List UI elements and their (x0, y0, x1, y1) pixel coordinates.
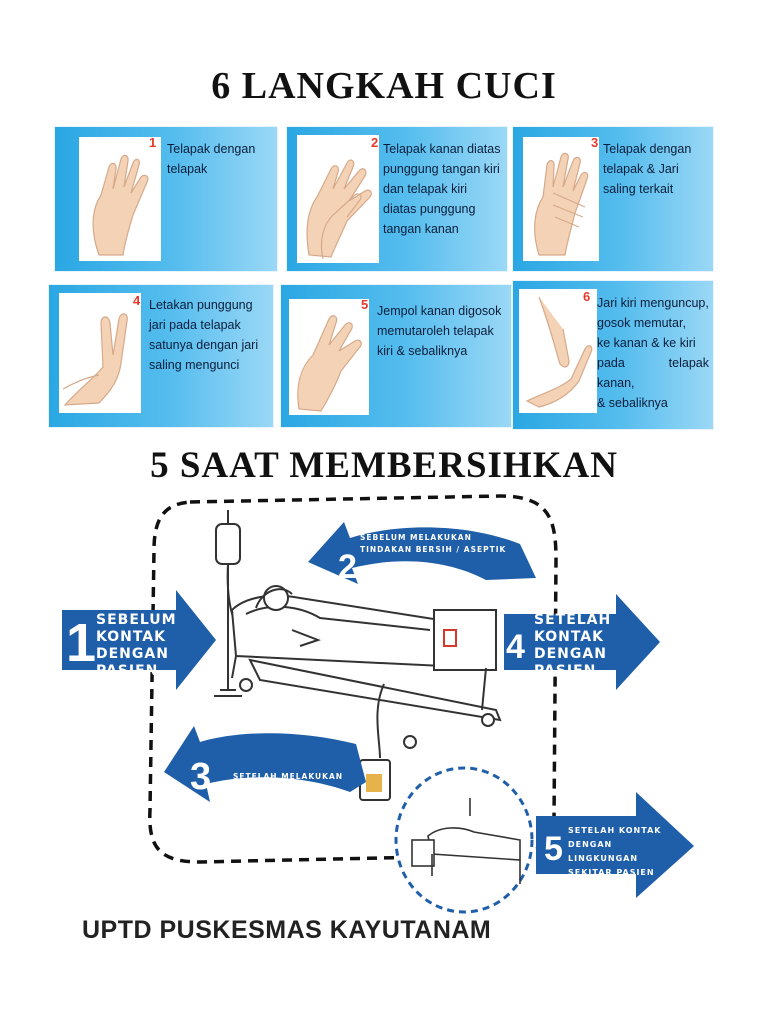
handwash-title: 6 LANGKAH CUCI (211, 65, 557, 107)
step-description: Telapak kanan diatas punggung tangan kiri dan telapak kiri diatas punggung tangan kanan (383, 142, 501, 236)
step-description: Telapak dengan telapak & Jari saling terkait (603, 142, 692, 196)
step-number: 5 (361, 297, 369, 312)
step-description: Telapak dengan telapak (167, 142, 256, 176)
hands-illustration (523, 137, 599, 261)
handwash-step-card (48, 284, 274, 428)
step-description: Letakan punggung jari pada telapak satunya dengan jari saling mengunci (149, 298, 259, 372)
handwash-step-card (54, 126, 278, 272)
step-number: 2 (371, 135, 379, 150)
moment-label: SEBELUM MELAKUKAN TINDAKAN BERSIH / ASEPTIK (360, 533, 507, 554)
handwash-step-card (280, 284, 512, 428)
moment-number: 5 (544, 830, 563, 868)
hands-illustration (297, 135, 379, 263)
moment-label: SETELAH MELAKUKAN TINDAKAN ATAU TERPAPAR CAIRAN TUBUH (222, 772, 354, 820)
hands-illustration (79, 137, 161, 261)
handwash-step-card (286, 126, 508, 272)
footer-organization: UPTD PUSKESMAS KAYUTANAM (82, 916, 492, 944)
moment-label: SETELAH KONTAK DENGAN LINGKUNGAN SEKITAR PASIEN (568, 826, 662, 877)
moment-number: 4 (506, 628, 525, 666)
hands-illustration (289, 299, 369, 415)
step-number: 1 (149, 135, 157, 150)
handwash-step-card (512, 126, 714, 272)
moments-title: 5 SAAT MEMBERSIHKAN (150, 445, 618, 486)
moment-label: SEBELUM KONTAK DENGAN PASIEN (96, 612, 177, 679)
moment-label: SETELAH KONTAK DENGAN PASIEN (534, 612, 612, 679)
handwash-step-card (512, 280, 714, 430)
hospital-bed (232, 586, 500, 748)
hands-illustration (59, 293, 141, 413)
hands-illustration (519, 289, 597, 413)
moment-number: 2 (338, 548, 357, 586)
step-number: 4 (133, 293, 141, 308)
moment-number: 1 (66, 613, 97, 673)
step-number: 6 (583, 289, 591, 304)
moment-number: 3 (190, 756, 212, 798)
step-description: Jari kiri menguncup, gosok memutar, ke kanan & ke kiri pada telapak kanan, & sebaliknya (597, 296, 709, 410)
step-description: Jempol kanan digosok memutaroleh telapak kiri & sebaliknya (377, 304, 502, 358)
step-number: 3 (591, 135, 599, 150)
